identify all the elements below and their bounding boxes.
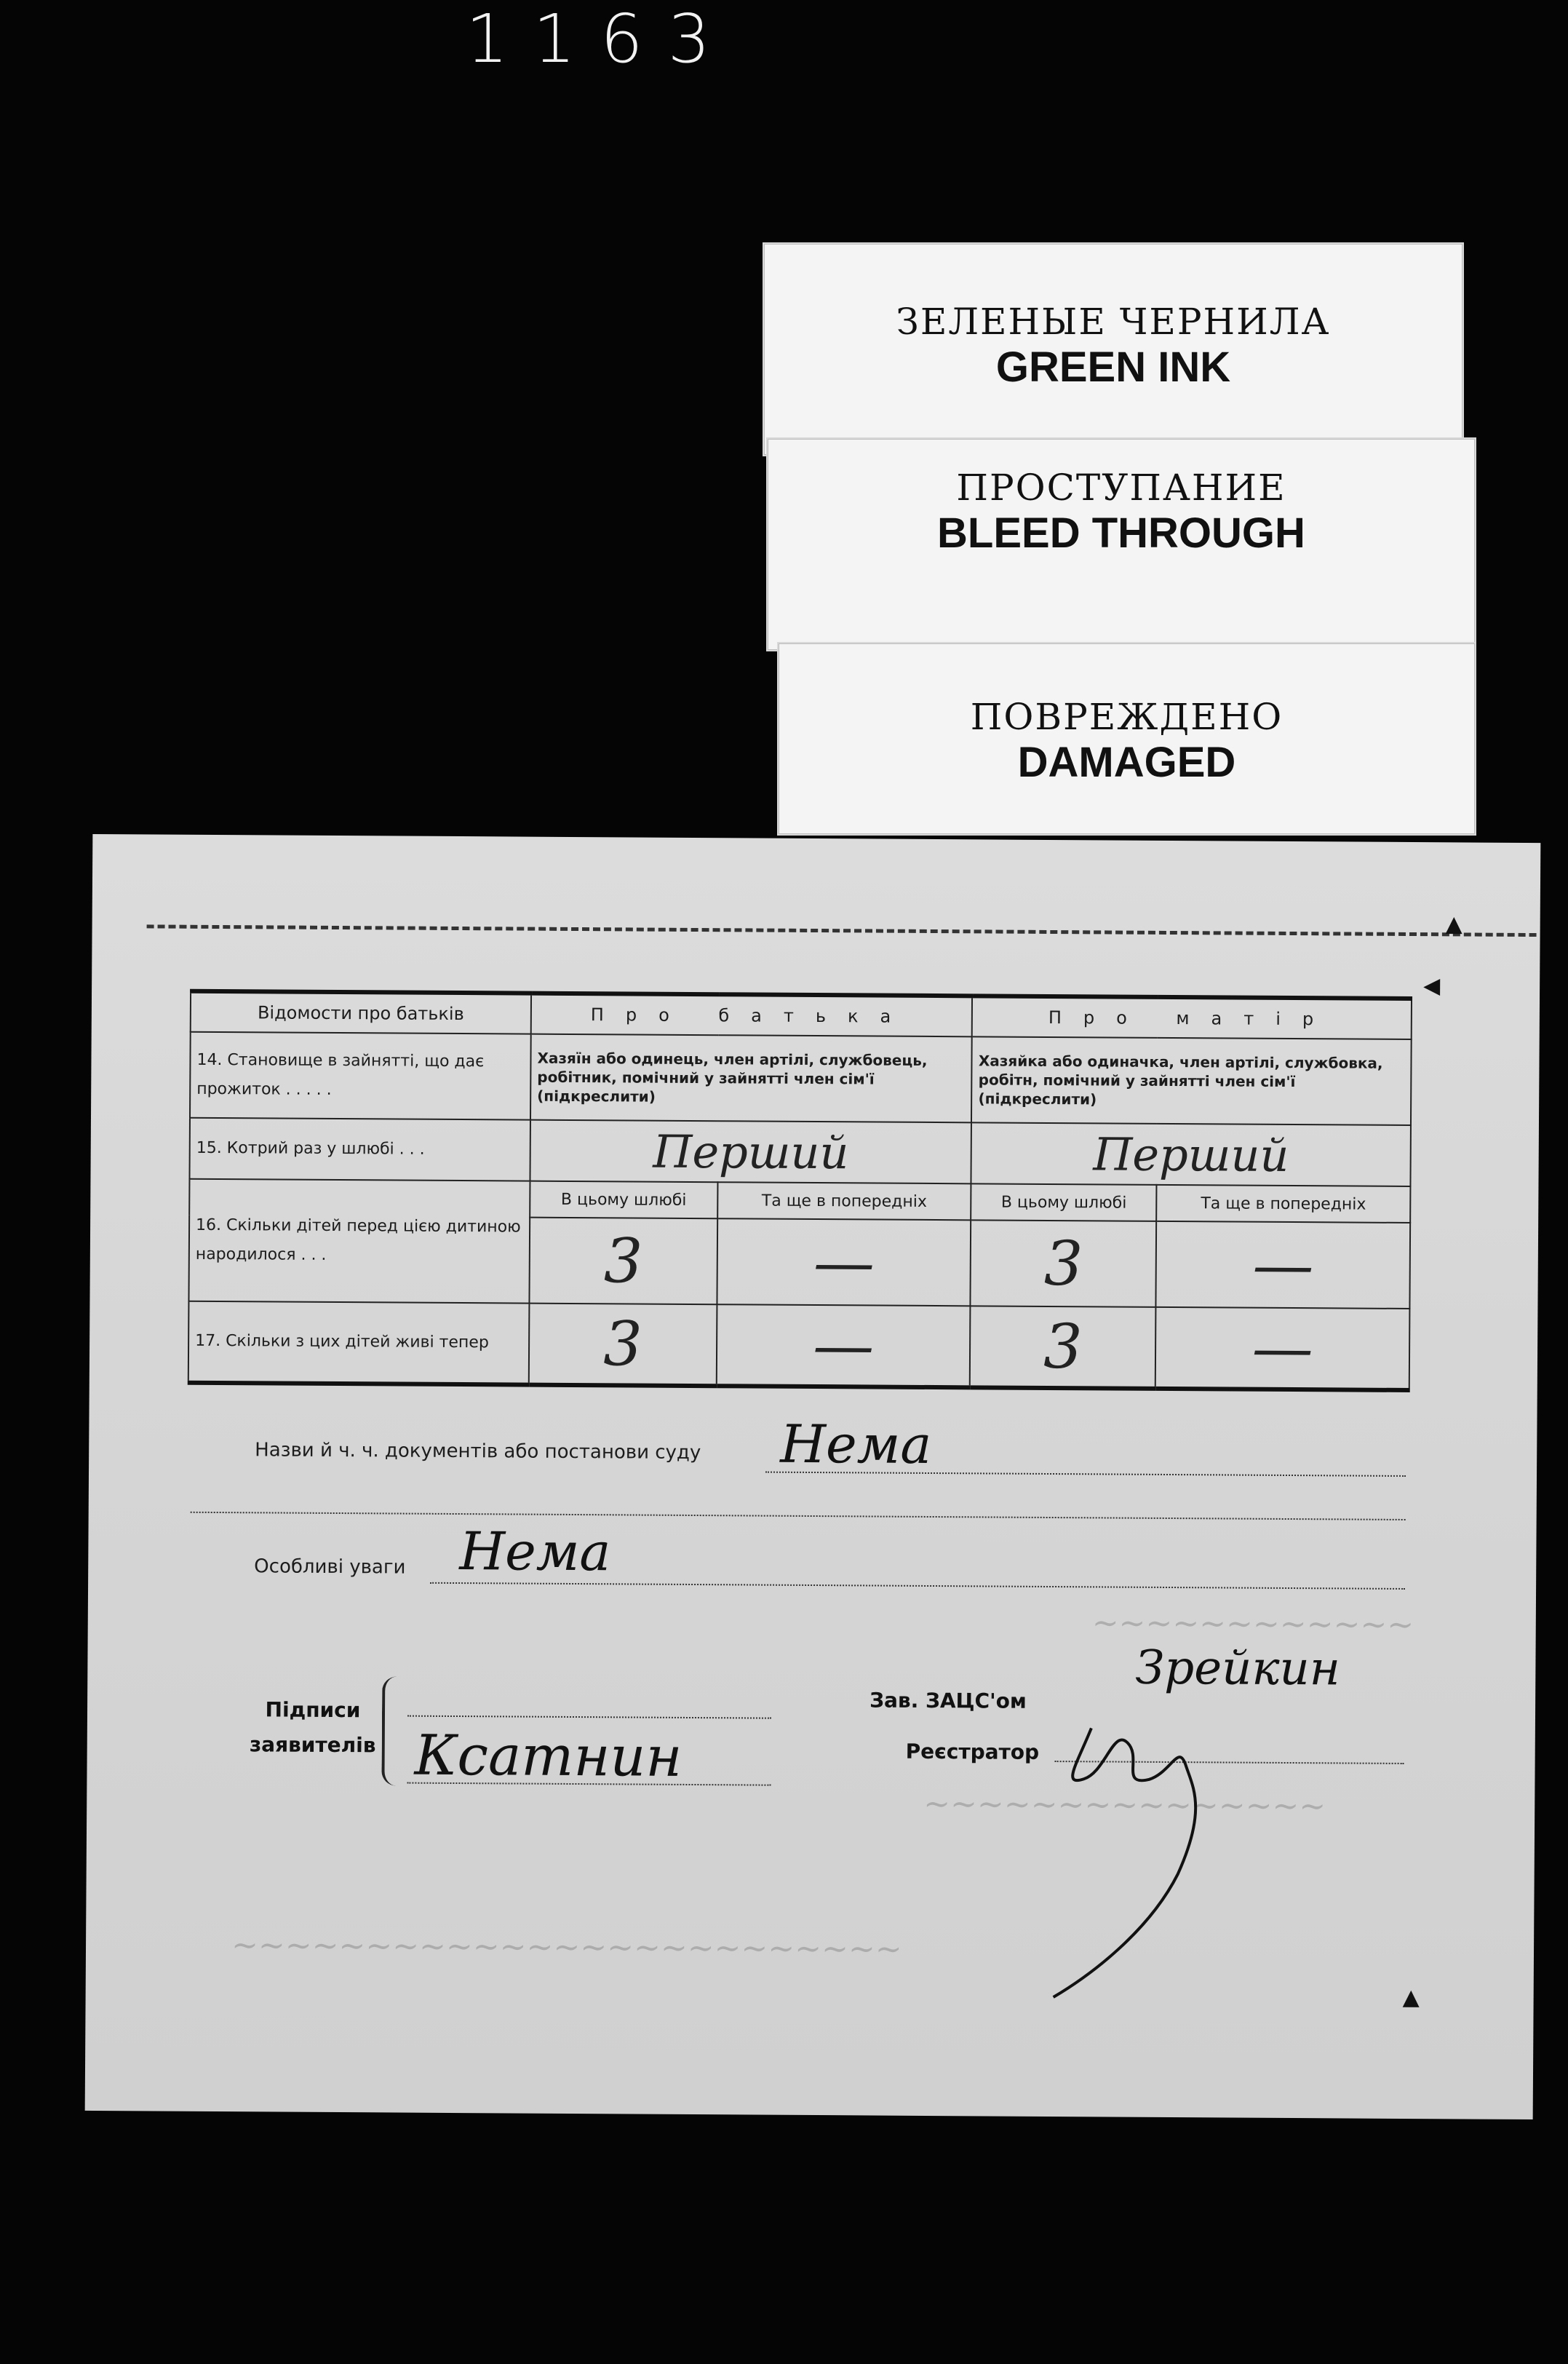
bleed-through-text: ~~~~~~~~~~~~~~~~~~~~~~~~~ — [231, 1927, 902, 1968]
damaged-tag-ru: ПОВРЕЖДЕНО — [970, 696, 1284, 738]
damaged-tag-en: DAMAGED — [1017, 739, 1236, 786]
documents-label: Назви й ч. ч. документів або постанови суду — [255, 1439, 701, 1464]
header-info: Відомости про батьків — [191, 991, 531, 1034]
row17-father-this: 3 — [529, 1304, 717, 1387]
row16-mother-prev: — — [1156, 1221, 1410, 1309]
head-zags-label: Зав. ЗАЦС'ом — [869, 1688, 1027, 1713]
notes-label: Особливі уваги — [254, 1555, 406, 1579]
registrar-signature-icon — [1032, 1699, 1310, 2006]
row16-label: 16. Скільки дітей перед цією дитиною народилося . . . — [188, 1179, 530, 1304]
bleed-through-tag-en: BLEED THROUGH — [937, 509, 1305, 557]
row16-mother-this: 3 — [971, 1220, 1157, 1307]
damaged-tag — [777, 642, 1476, 836]
frame-number: 1163 — [466, 0, 736, 78]
row17-father-prev: — — [717, 1304, 971, 1387]
document-sheet — [85, 834, 1541, 2119]
row16-father-this: 3 — [529, 1218, 717, 1305]
documents-handwritten: Нема — [780, 1413, 932, 1475]
applicants-label: Підписи заявителів — [249, 1697, 376, 1758]
applicant-rule-1 — [407, 1716, 771, 1719]
parents-info-table — [188, 989, 1412, 1392]
row16-father-prev: — — [717, 1218, 971, 1306]
head-zags-signature: Зрейкин — [1135, 1641, 1341, 1697]
applicants-brace — [381, 1676, 399, 1785]
row14-father: Хазяїн або одинець, член артілі, службовець, робітник, помічний у зайнятті член сім'ї (підкреслити) — [530, 1034, 972, 1123]
applicant-signature: Ксатнин — [414, 1722, 682, 1789]
notes-rule — [430, 1582, 1405, 1590]
registrar-label: Реєстратор — [905, 1739, 1040, 1764]
damage-mark: ▲ — [1402, 1984, 1420, 2011]
subheader-father-prev: Та ще в попередніх — [717, 1182, 971, 1220]
documents-rule-2 — [191, 1512, 1406, 1520]
header-mother: Про матір — [972, 996, 1412, 1039]
perforation-line — [147, 924, 1537, 937]
row17-mother-this: 3 — [970, 1306, 1156, 1389]
green-ink-tag — [763, 242, 1464, 456]
subheader-father-this: В цьому шлюбі — [530, 1181, 717, 1219]
damage-mark: ▲ — [1445, 911, 1462, 937]
row15-mother-handwritten: Перший — [971, 1122, 1411, 1186]
row17-label: 17. Скільки з цих дітей живі тепер — [188, 1301, 530, 1385]
row17-mother-prev: — — [1155, 1307, 1409, 1390]
subheader-mother-prev: Та ще в попередніх — [1156, 1185, 1410, 1223]
bleed-through-text: ~~~~~~~~~~~~~~~ — [923, 1785, 1326, 1825]
row15-label: 15. Котрий раз у шлюбі . . . — [189, 1118, 530, 1181]
green-ink-tag-en: GREEN INK — [995, 344, 1231, 391]
notes-handwritten: Нема — [459, 1520, 611, 1583]
row15-father-handwritten: Перший — [530, 1120, 971, 1184]
bleed-through-tag-ru: ПРОСТУПАНИЕ — [956, 467, 1286, 509]
header-father: Про батька — [531, 993, 973, 1037]
subheader-mother-this: В цьому шлюбі — [971, 1183, 1157, 1221]
row14-label: 14. Становище в зайнятті, що дає прожиток . . . . . — [190, 1032, 531, 1120]
damage-mark: ◀ — [1423, 973, 1441, 999]
bleed-through-tag — [766, 437, 1476, 651]
bleed-through-text: ~~~~~~~~~~~~ — [1091, 1604, 1414, 1644]
green-ink-tag-ru: ЗЕЛЕНЫЕ ЧЕРНИЛА — [896, 301, 1331, 343]
row14-mother: Хазяйка або одиначка, член артілі, службовка, робітн, помічний у зайнятті член сім'ї (підкреслити) — [971, 1036, 1411, 1125]
